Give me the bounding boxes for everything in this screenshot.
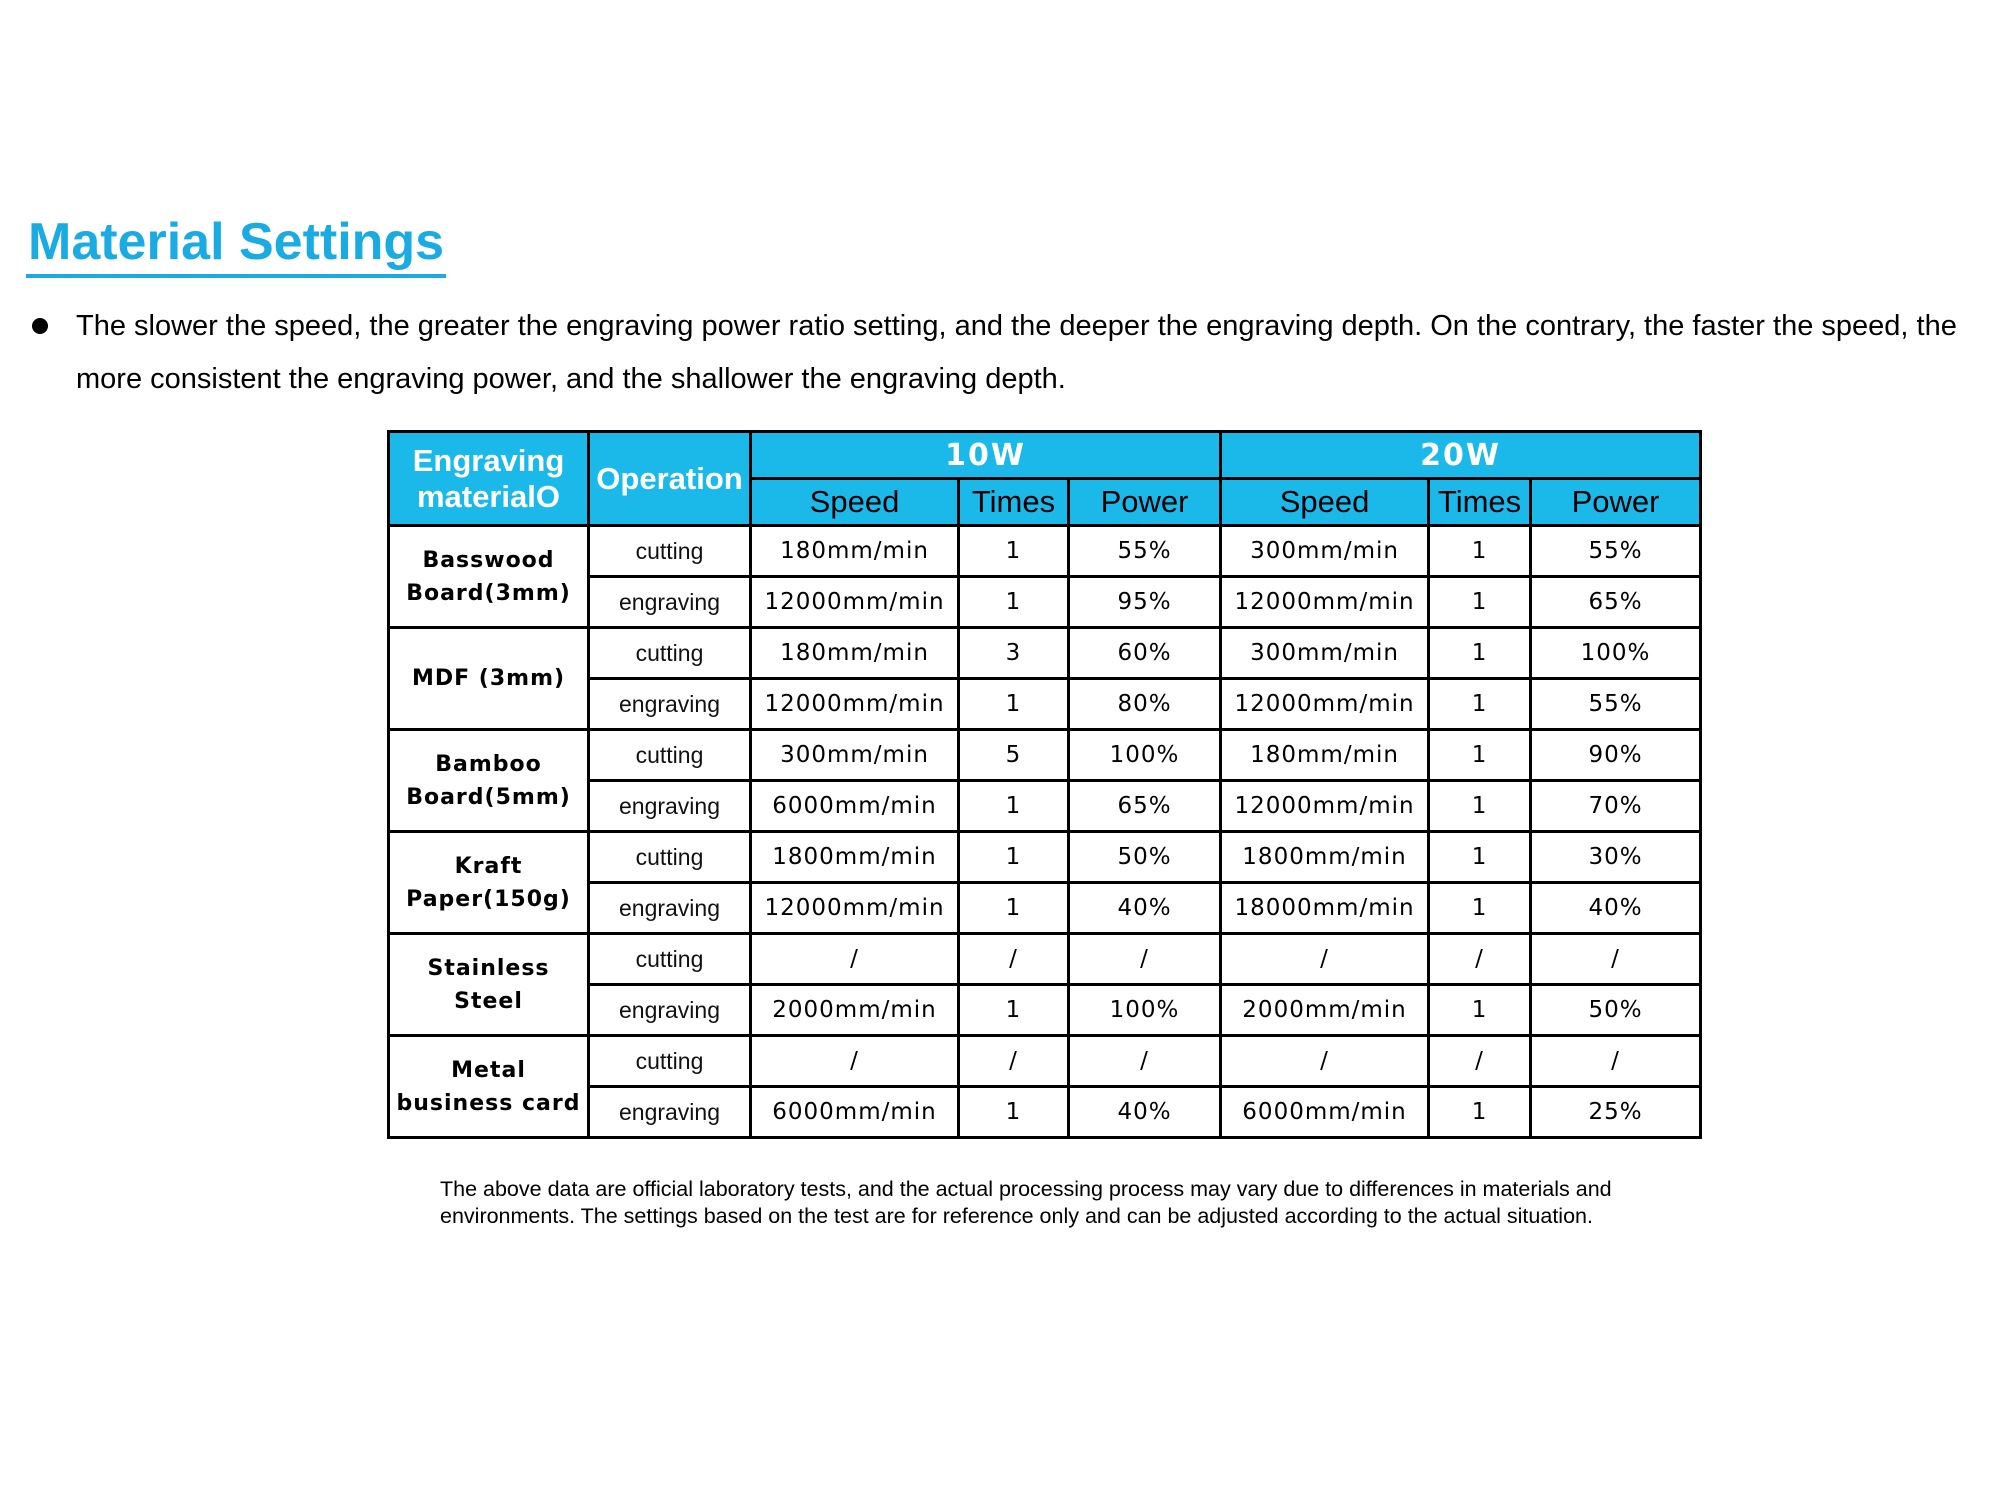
- power-20w-cell: 65%: [1531, 577, 1701, 628]
- table-row: [389, 526, 1701, 577]
- operation-cell: engraving: [589, 985, 751, 1036]
- header-group-20w: 20W: [1221, 432, 1701, 479]
- operation-cell: cutting: [589, 526, 751, 577]
- times-20w-cell: 1: [1429, 628, 1531, 679]
- times-20w-cell: 1: [1429, 577, 1531, 628]
- power-10w-cell: 65%: [1069, 781, 1221, 832]
- bullet-dot-icon: [32, 318, 48, 334]
- speed-10w-cell: 180mm/min: [751, 526, 959, 577]
- power-10w-cell: /: [1069, 1036, 1221, 1087]
- speed-10w-cell: 2000mm/min: [751, 985, 959, 1036]
- speed-10w-cell: 12000mm/min: [751, 679, 959, 730]
- power-10w-cell: 40%: [1069, 1087, 1221, 1138]
- times-20w-cell: /: [1429, 1036, 1531, 1087]
- operation-cell: engraving: [589, 679, 751, 730]
- material-cell: Stainless Steel: [389, 934, 589, 1036]
- power-10w-cell: /: [1069, 934, 1221, 985]
- times-10w-cell: /: [959, 1036, 1069, 1087]
- table-row: [389, 730, 1701, 781]
- table-body: [389, 526, 1701, 1138]
- times-20w-cell: /: [1429, 934, 1531, 985]
- speed-20w-cell: 300mm/min: [1221, 628, 1429, 679]
- speed-10w-cell: 6000mm/min: [751, 781, 959, 832]
- table-row: [389, 832, 1701, 883]
- operation-cell: engraving: [589, 1087, 751, 1138]
- operation-cell: cutting: [589, 832, 751, 883]
- times-20w-cell: 1: [1429, 781, 1531, 832]
- speed-10w-cell: 12000mm/min: [751, 883, 959, 934]
- power-20w-cell: 55%: [1531, 679, 1701, 730]
- power-20w-cell: 55%: [1531, 526, 1701, 577]
- speed-20w-cell: 1800mm/min: [1221, 832, 1429, 883]
- times-10w-cell: 1: [959, 679, 1069, 730]
- power-20w-cell: 30%: [1531, 832, 1701, 883]
- speed-20w-cell: 12000mm/min: [1221, 577, 1429, 628]
- power-10w-cell: 80%: [1069, 679, 1221, 730]
- power-10w-cell: 40%: [1069, 883, 1221, 934]
- speed-10w-cell: /: [751, 934, 959, 985]
- header-20w-times: Times: [1429, 479, 1531, 526]
- times-10w-cell: 3: [959, 628, 1069, 679]
- times-10w-cell: 1: [959, 883, 1069, 934]
- speed-10w-cell: /: [751, 1036, 959, 1087]
- material-cell: Bamboo Board(5mm): [389, 730, 589, 832]
- table-row: [389, 628, 1701, 679]
- power-10w-cell: 60%: [1069, 628, 1221, 679]
- header-20w-power: Power: [1531, 479, 1701, 526]
- operation-cell: engraving: [589, 781, 751, 832]
- power-10w-cell: 100%: [1069, 730, 1221, 781]
- bullet-note: [26, 300, 1996, 406]
- times-10w-cell: 1: [959, 832, 1069, 883]
- speed-20w-cell: 2000mm/min: [1221, 985, 1429, 1036]
- power-20w-cell: 100%: [1531, 628, 1701, 679]
- header-10w-speed: Speed: [751, 479, 959, 526]
- times-20w-cell: 1: [1429, 883, 1531, 934]
- speed-20w-cell: 12000mm/min: [1221, 781, 1429, 832]
- operation-cell: cutting: [589, 730, 751, 781]
- times-10w-cell: 1: [959, 781, 1069, 832]
- times-20w-cell: 1: [1429, 832, 1531, 883]
- operation-cell: cutting: [589, 1036, 751, 1087]
- speed-20w-cell: /: [1221, 1036, 1429, 1087]
- material-cell: MDF (3mm): [389, 628, 589, 730]
- times-20w-cell: 1: [1429, 679, 1531, 730]
- times-10w-cell: 1: [959, 985, 1069, 1036]
- header-operation: Operation: [589, 432, 751, 526]
- power-10w-cell: 95%: [1069, 577, 1221, 628]
- bullet-text: The slower the speed, the greater the engraving power ratio setting, and the deeper the engraving depth. On the contrary, the faster the speed, the more consistent the engraving power, and the shallower the engraving depth.: [76, 310, 1957, 395]
- material-settings-table: [387, 430, 1702, 1139]
- material-cell: Basswood Board(3mm): [389, 526, 589, 628]
- header-20w-speed: Speed: [1221, 479, 1429, 526]
- speed-20w-cell: 300mm/min: [1221, 526, 1429, 577]
- times-20w-cell: 1: [1429, 1087, 1531, 1138]
- power-20w-cell: 40%: [1531, 883, 1701, 934]
- speed-20w-cell: 18000mm/min: [1221, 883, 1429, 934]
- page-title: Material Settings: [26, 212, 446, 278]
- power-20w-cell: /: [1531, 934, 1701, 985]
- power-10w-cell: 55%: [1069, 526, 1221, 577]
- times-10w-cell: 1: [959, 577, 1069, 628]
- operation-cell: cutting: [589, 628, 751, 679]
- operation-cell: cutting: [589, 934, 751, 985]
- power-20w-cell: 50%: [1531, 985, 1701, 1036]
- speed-20w-cell: 180mm/min: [1221, 730, 1429, 781]
- speed-10w-cell: 180mm/min: [751, 628, 959, 679]
- speed-20w-cell: /: [1221, 934, 1429, 985]
- header-material: Engraving materialO: [389, 432, 589, 526]
- speed-10w-cell: 6000mm/min: [751, 1087, 959, 1138]
- operation-cell: engraving: [589, 577, 751, 628]
- speed-20w-cell: 12000mm/min: [1221, 679, 1429, 730]
- speed-10w-cell: 12000mm/min: [751, 577, 959, 628]
- speed-20w-cell: 6000mm/min: [1221, 1087, 1429, 1138]
- power-20w-cell: /: [1531, 1036, 1701, 1087]
- header-group-10w: 10W: [751, 432, 1221, 479]
- power-20w-cell: 70%: [1531, 781, 1701, 832]
- times-10w-cell: 1: [959, 1087, 1069, 1138]
- footnote: The above data are official laboratory tests, and the actual processing process may vary due to differences in materials and environments. The settings based on the test are for reference only and can be adjusted according to the actual situation.: [440, 1177, 1612, 1228]
- power-10w-cell: 100%: [1069, 985, 1221, 1036]
- times-10w-cell: /: [959, 934, 1069, 985]
- power-20w-cell: 90%: [1531, 730, 1701, 781]
- header-10w-times: Times: [959, 479, 1069, 526]
- times-20w-cell: 1: [1429, 985, 1531, 1036]
- material-cell: Kraft Paper(150g): [389, 832, 589, 934]
- times-10w-cell: 5: [959, 730, 1069, 781]
- header-10w-power: Power: [1069, 479, 1221, 526]
- material-cell: Metal business card: [389, 1036, 589, 1138]
- times-20w-cell: 1: [1429, 730, 1531, 781]
- power-10w-cell: 50%: [1069, 832, 1221, 883]
- speed-10w-cell: 300mm/min: [751, 730, 959, 781]
- times-20w-cell: 1: [1429, 526, 1531, 577]
- power-20w-cell: 25%: [1531, 1087, 1701, 1138]
- table-row: [389, 934, 1701, 985]
- operation-cell: engraving: [589, 883, 751, 934]
- times-10w-cell: 1: [959, 526, 1069, 577]
- speed-10w-cell: 1800mm/min: [751, 832, 959, 883]
- table-row: [389, 1036, 1701, 1087]
